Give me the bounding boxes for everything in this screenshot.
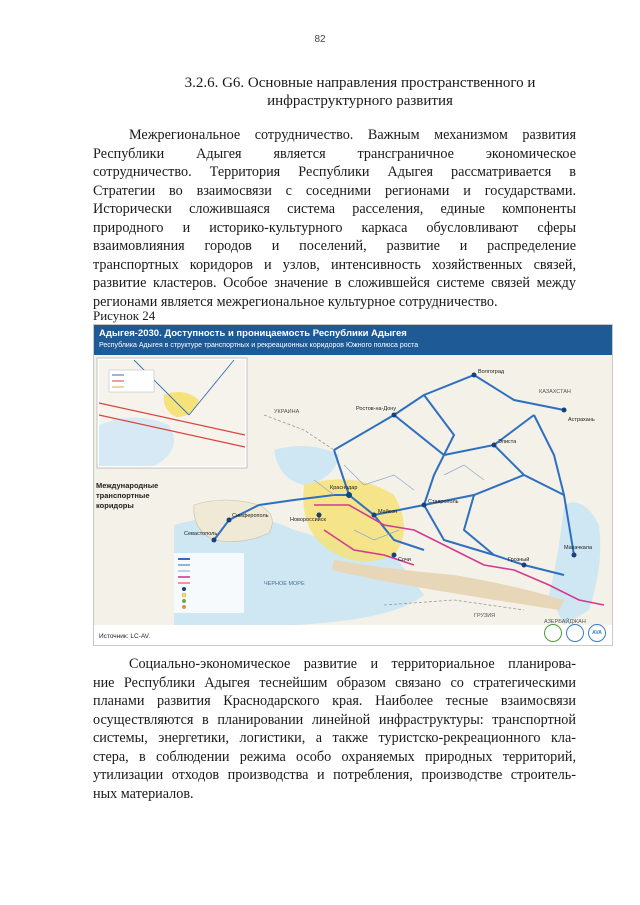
page-number: 82 [314,34,326,45]
figure-source: Источник: LC-AV. [99,633,151,640]
legend-swatch [182,599,186,603]
partner-logo-icon [566,624,584,642]
inset-caption-line: Международные [96,481,159,490]
paragraph-line: регионами является межрегиональное культурное сотрудничество. [93,293,498,310]
inset-caption-line: транспортные [96,491,150,500]
city-sevastopol [212,538,217,543]
city-astrakhan [562,408,567,413]
figure-title: Адыгея-2030. Доступность и проницаемость Республики Адыгея [99,328,407,339]
city-grozny [522,563,527,568]
figure-logos [544,624,606,642]
legend-swatch [182,593,186,597]
label-novorossiysk: Новороссийск [290,517,326,523]
label-black-sea: ЧЕРНОЕ МОРЕ [264,581,305,587]
section-heading [150,74,570,110]
map-legend [174,553,244,613]
ava-logo-icon: AVA [588,624,606,642]
paragraph-interregional-cooperation [93,126,576,311]
city-volgograd [472,373,477,378]
paragraph-line: взаимовлияния городов и поселений, развитие и распределение [93,238,576,254]
label-sochi: Сочи [398,557,411,563]
label-azerbaijan: АЗЕРБАЙДЖАН [544,619,586,625]
inset-sea [99,418,174,467]
paragraph-line: Исторически сложившаяся система расселения, единые компоненты [93,201,576,217]
city-elista [492,443,497,448]
paragraph-line: сотрудничество. Территория Республики Адыгея рассматривается в [93,164,576,180]
paragraph-line: Республики Адыгея является трансграничное экономическое [93,145,576,162]
heading-line-1: 3.2.6. G6. Основные направления пространственного и [184,75,536,91]
city-krasnodar [346,492,352,498]
label-krasnodar: Краснодар [330,485,358,491]
label-ukraine: УКРАИНА [274,409,300,415]
city-rostov [392,413,397,418]
figure-header [94,325,612,355]
label-astrakhan: Астрахань [568,417,595,423]
city-makhachkala [572,553,577,558]
legend-swatch [182,587,186,591]
label-georgia: ГРУЗИЯ [474,613,496,619]
figure-subtitle: Республика Адыгея в структуре транспортных и рекреационных коридоров Южного полюса роста [99,342,419,349]
inset-caption [96,481,158,511]
legend-swatch [182,605,186,609]
label-simferopol: Симферополь [232,513,269,519]
figure-map [93,324,613,646]
city-maykop [372,513,377,518]
label-elista: Элиста [498,439,517,445]
label-makhachkala: Махачкала [564,545,593,551]
paragraph-line: ных материалов. [93,785,194,802]
label-grozny: Грозный [508,557,530,563]
transport-corridor-map [94,355,612,625]
city-sochi [392,553,397,558]
label-volgograd: Волгоград [478,369,505,375]
partner-logo-icon [544,624,562,642]
city-simferopol [227,518,232,523]
paragraph-line: развитие кластеров. Особое значение в сложившейся системе связей между [93,275,576,291]
inset-caption-line: коридоры [96,501,134,510]
paragraph-line: системы, энергетики, логистики, а также туристско-рекреационного кла- [93,730,576,746]
heading-line-2: инфраструктурного развития [267,93,453,109]
paragraph-line: утилизации отходов производства и потребления, производстве строитель- [93,767,576,783]
label-sevastopol: Севастополь [184,531,218,537]
paragraph-line: стера, в соблюдении режима особо охраняемых природных территорий, [93,748,576,765]
figure-label: Рисунок 24 [93,308,156,323]
paragraph-line: планами развития Краснодарского края. Наиболее тесные взаимосвязи [93,693,576,709]
paragraph-line: Стратегии во взаимосвязи с соседними регионами и государствами. [93,182,576,199]
paragraph-line: Социально-экономическое развитие и территориальное планирова- [129,656,576,672]
paragraph-socioeconomic-development [93,655,576,803]
paragraph-line: осуществляются в планировании линейной инфраструктуры: транспортной [93,711,576,728]
label-rostov: Ростов-на-Дону [356,406,397,412]
paragraph-line: Межрегиональное сотрудничество. Важным механизмом развития [129,127,576,143]
paragraph-line: транспортных коридоров и узлов, интенсивность хозяйственных связей, [93,256,576,273]
label-kazakhstan: КАЗАХСТАН [539,389,571,395]
paragraph-line: ние Республики Адыгея теснейшим образом связано со стратегическими [93,674,576,691]
paragraph-line: природного и историко-культурного каркаса обусловливают сферы [93,219,576,236]
label-stavropol: Ставрополь [428,499,459,505]
city-stavropol [422,503,427,508]
label-maykop: Майкоп [378,509,398,515]
